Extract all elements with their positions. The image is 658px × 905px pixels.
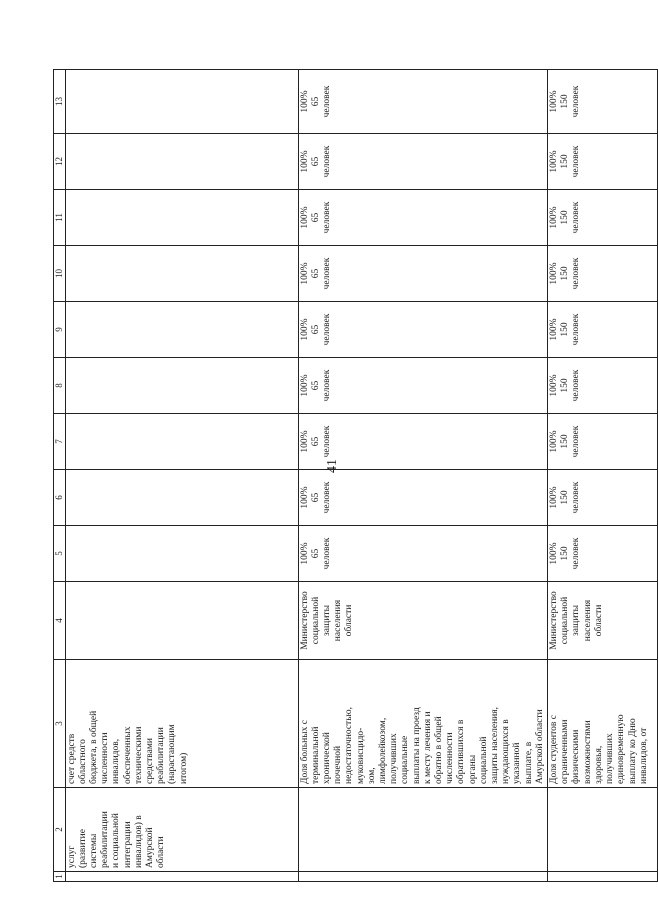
cell-text-line: 100% (299, 206, 310, 229)
cell-text-line: физическими (571, 729, 582, 784)
value-cell (65, 70, 298, 134)
cell-text-line: 65 (310, 156, 321, 167)
cell-text-line: зом, (366, 767, 377, 784)
cell-text-line: единовременную (616, 714, 627, 784)
value-cell (298, 70, 547, 134)
value-cell (548, 302, 658, 358)
responsible-cell (548, 582, 658, 660)
cell-text-line: 150 (560, 322, 571, 337)
program-name-cell (548, 788, 658, 872)
cell-text-line: бюджета, в общей (89, 710, 100, 784)
cell-text-line: 65 (310, 380, 321, 391)
column-number: 4 (54, 582, 66, 660)
cell-text-line: ограниченными (560, 719, 571, 784)
cell-text-line: 150 (560, 94, 571, 109)
table-row (548, 70, 658, 882)
cell-text-line: человек (571, 145, 582, 178)
cell-text-line: 150 (560, 154, 571, 169)
column-number: 3 (54, 660, 66, 788)
cell-text-line: областного (77, 739, 88, 784)
cell-text-line: 100% (549, 206, 560, 229)
cell-text-line: терминальной (310, 726, 321, 784)
value-cell (65, 526, 298, 582)
cell-text-line: человек (322, 425, 333, 458)
cell-text-line: 65 (310, 96, 321, 107)
column-number: 12 (54, 134, 66, 190)
cell-text-line: человек (571, 85, 582, 118)
value-cell (548, 526, 658, 582)
cell-text-line: инвалидов, от (638, 727, 649, 784)
program-name-cell (65, 788, 298, 872)
cell-text-line: недостаточностью, (344, 706, 355, 784)
cell-text-line: 65 (310, 492, 321, 503)
value-cell (65, 190, 298, 246)
cell-text-line: 100% (299, 430, 310, 453)
value-cell (298, 134, 547, 190)
cell-text-line: человек (322, 481, 333, 514)
cell-text-line: 100% (299, 90, 310, 113)
cell-text-line: услуг (66, 845, 77, 868)
value-cell (298, 358, 547, 414)
value-cell (298, 414, 547, 470)
value-cell (298, 302, 547, 358)
indicator-name-cell (65, 660, 298, 788)
cell-text-line: защиты населения, (490, 707, 501, 784)
cell-text-line: области (156, 836, 167, 868)
cell-text-line: человек (322, 85, 333, 118)
cell-text-line: человек (322, 313, 333, 346)
row-index-cell (65, 872, 298, 882)
indicator-name-cell (548, 660, 658, 788)
column-number-row (54, 70, 66, 882)
cell-text-line: получивших (389, 733, 400, 784)
cell-text-line: органы (467, 754, 478, 784)
cell-text-line: (развитие (77, 829, 88, 868)
cell-text-line: выплаты на проезд (411, 707, 422, 784)
cell-text-line: 100% (299, 486, 310, 509)
cell-text-line: населения (333, 599, 344, 642)
cell-text-line: человек (322, 145, 333, 178)
value-cell (298, 190, 547, 246)
cell-text-line: хронической (322, 732, 333, 784)
cell-text-line: 150 (560, 210, 571, 225)
cell-text-line: реабилитации (156, 727, 167, 784)
cell-text-line: получивших (605, 733, 616, 784)
cell-text-line: человек (322, 537, 333, 570)
cell-text-line: 100% (549, 374, 560, 397)
cell-text-line: итогом) (178, 752, 189, 784)
value-cell (65, 414, 298, 470)
cell-text-line: человек (322, 369, 333, 402)
value-cell (548, 246, 658, 302)
cell-text-line: 65 (310, 436, 321, 447)
cell-text-line: здоровья, (593, 745, 604, 784)
cell-text-line: Амурской области (534, 709, 545, 784)
cell-text-line: средствами (145, 738, 156, 784)
cell-text-line: Доля больных с (299, 720, 310, 784)
value-cell (65, 470, 298, 526)
table-row (298, 70, 547, 882)
cell-text-line: 100% (299, 318, 310, 341)
value-cell (548, 414, 658, 470)
value-cell (548, 470, 658, 526)
column-number: 13 (54, 70, 66, 134)
column-number: 6 (54, 470, 66, 526)
value-cell (298, 526, 547, 582)
cell-text-line: техническими (133, 726, 144, 784)
column-number: 7 (54, 414, 66, 470)
cell-text-line: 65 (310, 268, 321, 279)
cell-text-line: человек (571, 481, 582, 514)
cell-text-line: 150 (560, 378, 571, 393)
cell-text-line: 100% (549, 90, 560, 113)
cell-text-line: человек (322, 201, 333, 234)
cell-text-line: социальной (560, 596, 571, 645)
cell-text-line: 100% (549, 486, 560, 509)
column-number: 9 (54, 302, 66, 358)
value-cell (548, 358, 658, 414)
page-number: 41 (325, 459, 340, 473)
cell-text-line: 150 (560, 434, 571, 449)
cell-text-line: области (593, 604, 604, 637)
value-cell (298, 470, 547, 526)
cell-text-line: населения (582, 599, 593, 642)
indicator-table (53, 69, 658, 882)
cell-text-line: (нарастающим (167, 724, 178, 784)
cell-text-line: указанной (512, 742, 523, 784)
table-row (65, 70, 298, 882)
cell-text-line: интеграции (122, 821, 133, 868)
cell-text-line: инвалидов, (111, 738, 122, 784)
cell-text-line: обеспеченных (122, 726, 133, 784)
cell-text-line: области (344, 604, 355, 637)
column-number: 8 (54, 358, 66, 414)
value-cell (65, 358, 298, 414)
cell-text-line: социальной (310, 596, 321, 645)
cell-text-line: Амурской (145, 827, 156, 868)
cell-text-line: и социальной (111, 813, 122, 868)
cell-text-line: человек (571, 425, 582, 458)
indicator-name-cell (298, 660, 547, 788)
cell-text-line: 100% (549, 430, 560, 453)
cell-text-line: человек (571, 537, 582, 570)
row-index-cell (298, 872, 547, 882)
cell-text-line: инвалидов) в (133, 815, 144, 868)
cell-text-line: человек (571, 369, 582, 402)
cell-text-line: защиты (571, 605, 582, 636)
value-cell (65, 134, 298, 190)
cell-text-line: социальные (400, 735, 411, 784)
value-cell (65, 302, 298, 358)
cell-text-line: нуждающихся в (501, 719, 512, 784)
cell-text-line: человек (571, 201, 582, 234)
cell-text-line: 100% (549, 318, 560, 341)
cell-text-line: 150 (560, 490, 571, 505)
rotated-table-container (53, 70, 649, 882)
cell-text-line: 150 (560, 266, 571, 281)
value-cell (298, 246, 547, 302)
cell-text-line: выплате, в (523, 741, 534, 784)
cell-text-line: почечной (333, 745, 344, 784)
cell-text-line: Министерство (299, 591, 310, 650)
cell-text-line: счет средств (66, 733, 77, 784)
row-index-cell (548, 872, 658, 882)
cell-text-line: возможностями (582, 720, 593, 784)
value-cell (65, 246, 298, 302)
cell-text-line: защиты (322, 605, 333, 636)
value-cell (548, 134, 658, 190)
cell-text-line: 65 (310, 324, 321, 335)
cell-text-line: реабилитации (100, 811, 111, 868)
cell-text-line: Министерство (549, 591, 560, 650)
program-name-cell (298, 788, 547, 872)
column-number: 10 (54, 246, 66, 302)
cell-text-line: лимфолейкозом, (378, 717, 389, 784)
cell-text-line: 100% (299, 542, 310, 565)
column-number: 2 (54, 788, 66, 872)
cell-text-line: муковисцидо- (355, 727, 366, 784)
column-number: 5 (54, 526, 66, 582)
cell-text-line: 100% (299, 150, 310, 173)
cell-text-line: человек (571, 257, 582, 290)
responsible-cell (298, 582, 547, 660)
cell-text-line: 100% (549, 262, 560, 285)
cell-text-line: системы (89, 833, 100, 868)
value-cell (548, 70, 658, 134)
cell-text-line: обратившихся в (456, 719, 467, 784)
cell-text-line: численности (445, 732, 456, 784)
cell-text-line: человек (322, 257, 333, 290)
value-cell (548, 190, 658, 246)
cell-text-line: численности (100, 732, 111, 784)
cell-text-line: выплату ко Дню (627, 718, 638, 784)
column-number: 1 (54, 872, 66, 882)
cell-text-line: 65 (310, 212, 321, 223)
cell-text-line: 100% (299, 262, 310, 285)
cell-text-line: 100% (299, 374, 310, 397)
cell-text-line: к месту лечения и (422, 711, 433, 784)
cell-text-line: Доля студентов с (549, 715, 560, 784)
cell-text-line: 100% (549, 150, 560, 173)
cell-text-line: 100% (549, 542, 560, 565)
cell-text-line: социальной (478, 736, 489, 784)
cell-text-line: человек (571, 313, 582, 346)
cell-text-line: обратно в общей (434, 716, 445, 784)
cell-text-line: 65 (310, 548, 321, 559)
cell-text-line: 150 (560, 546, 571, 561)
column-number: 11 (54, 190, 66, 246)
responsible-cell (65, 582, 298, 660)
